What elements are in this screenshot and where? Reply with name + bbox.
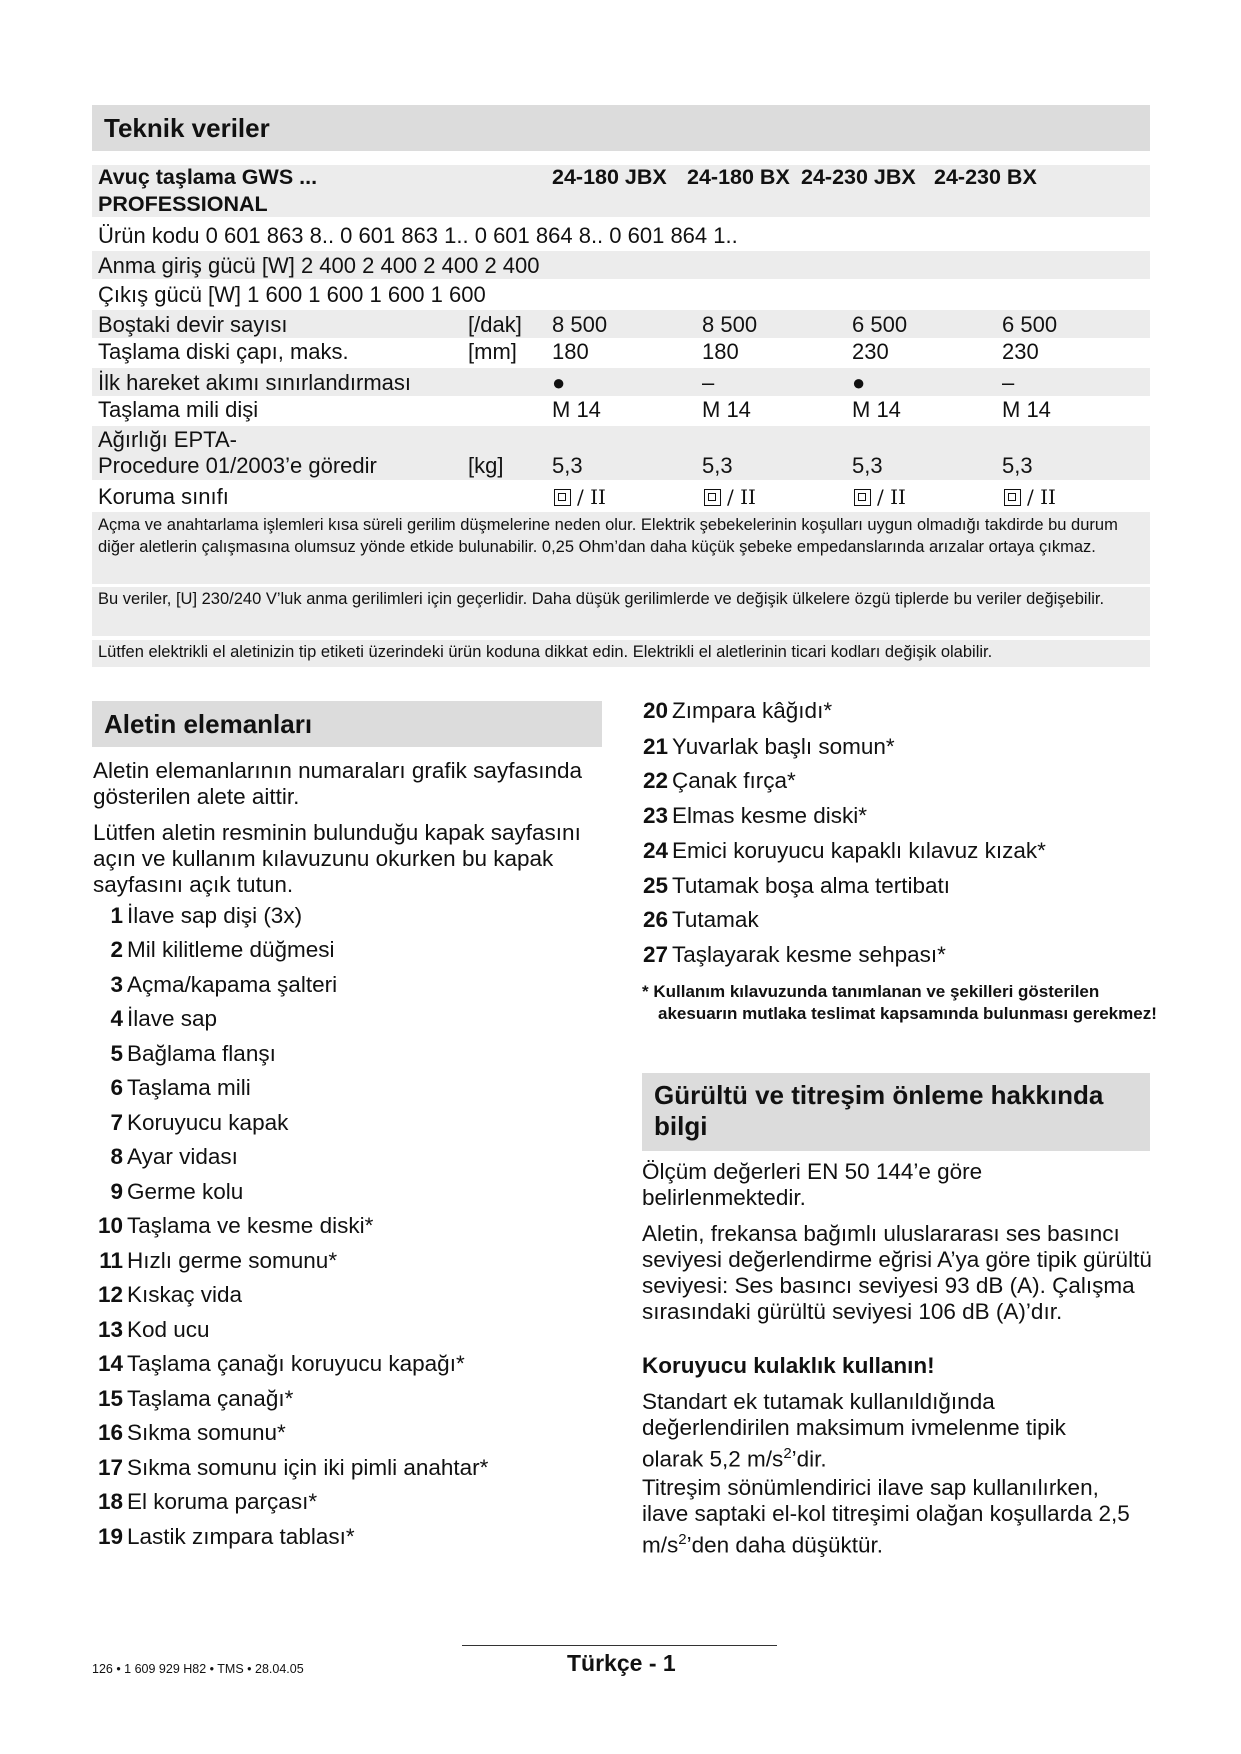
item-number: 1 — [110, 903, 123, 928]
parts-list-item — [93, 937, 335, 963]
item-text: Taşlama çanağı* — [127, 1386, 294, 1411]
parts-list-item — [93, 1489, 317, 1515]
parts-list-item — [93, 1213, 373, 1239]
output-power: Çıkış gücü [W] 1 600 1 600 1 600 1 600 — [98, 282, 486, 307]
rated-power-row — [92, 251, 1150, 279]
item-text: Elmas kesme diski* — [672, 803, 868, 828]
weight-value: 5,3 — [1002, 453, 1033, 478]
note-text: Lütfen elektrikli el aletinizin tip etiketi üzerindeki ürün koduna dikkat edin. Elektrikli el aletlerinin ticari kodları değişik olabilir. — [98, 643, 993, 661]
parts-list-item — [642, 803, 867, 829]
noise-title: Gürültü ve titreşim önleme hakkında bilgi — [654, 1080, 1104, 1141]
item-text: Sıkma somunu için iki pimli anahtar* — [127, 1455, 489, 1480]
item-text: Sıkma somunu* — [127, 1420, 286, 1445]
double-insulation-icon — [854, 489, 871, 506]
spec-value: – — [702, 370, 715, 395]
item-text: İlave sap — [127, 1006, 218, 1031]
model-label-brand: PROFESSIONAL — [98, 192, 268, 216]
protection-value: / II — [877, 485, 906, 509]
item-text: Lastik zımpara tablası* — [127, 1524, 355, 1549]
item-number: 15 — [97, 1386, 123, 1411]
item-text: Ayar vidası — [127, 1144, 238, 1169]
model-header-row — [92, 165, 1150, 217]
page-number: Türkçe - 1 — [567, 1650, 676, 1676]
weight-value: 5,3 — [552, 453, 583, 478]
noise-p3-text: Standart ek tutamak kullanıldığında değerlendirilen maksimum ivmelenme tipik olarak 5,2 m/s — [642, 1389, 1066, 1472]
parts-list-item — [93, 1179, 243, 1205]
parts-list-item — [642, 838, 1046, 864]
item-number: 19 — [97, 1524, 123, 1549]
item-number: 26 — [642, 907, 668, 932]
noise-p4-text: Titreşim sönümlendirici ilave sap kullanılırken, ilave saptaki el-kol titreşimi olağan koşullarda 2,5 m/s — [642, 1475, 1130, 1558]
protection-class — [1004, 485, 1056, 509]
weight-label: Ağırlığı EPTA- — [98, 427, 237, 452]
item-number: 16 — [97, 1420, 123, 1445]
item-number: 22 — [642, 768, 668, 793]
spec-value: M 14 — [702, 397, 751, 422]
note-product-code — [92, 640, 1150, 667]
item-number: 14 — [97, 1351, 123, 1376]
double-insulation-icon — [704, 489, 721, 506]
elements-title: Aletin elemanları — [104, 709, 313, 739]
tech-section-header — [92, 105, 1150, 151]
item-text: Zımpara kâğıdı* — [672, 698, 833, 723]
footer-doc-code: 126 • 1 609 929 H82 • TMS • 28.04.05 — [92, 1662, 304, 1676]
item-text: Kod ucu — [127, 1317, 210, 1342]
parts-list-item — [93, 1144, 238, 1170]
item-text: Açma/kapama şalteri — [127, 972, 338, 997]
item-number: 27 — [642, 942, 668, 967]
parts-list-item — [93, 1317, 210, 1343]
weight-value: 5,3 — [852, 453, 883, 478]
spec-value: M 14 — [1002, 397, 1051, 422]
note-text: Bu veriler, [U] 230/240 V’luk anma gerilimleri için geçerlidir. Daha düşük gerilimlerde ve değişik ülkelere özgü tiplerde bu veriler değişebilir. — [98, 590, 1105, 608]
noise-p1: Ölçüm değerleri EN 50 144’e göre belirlenmektedir. — [642, 1159, 983, 1210]
tech-title: Teknik veriler — [104, 113, 270, 143]
item-number: 20 — [642, 698, 668, 723]
spec-label: Taşlama diski çapı, maks. — [98, 339, 349, 364]
protection-value: / II — [727, 485, 756, 509]
item-number: 12 — [97, 1282, 123, 1307]
parts-list-item — [93, 1420, 286, 1446]
weight-label-2: Procedure 01/2003’e göredir — [98, 453, 377, 478]
item-text: Taşlama mili — [127, 1075, 251, 1100]
parts-list-item — [93, 1282, 242, 1308]
spec-row — [92, 310, 1150, 338]
spec-value: M 14 — [552, 397, 601, 422]
noise-p4 — [642, 1475, 1142, 1559]
note-validity — [92, 587, 1150, 636]
item-number: 17 — [97, 1455, 123, 1480]
item-number: 8 — [110, 1144, 123, 1169]
parts-list-item — [642, 873, 950, 899]
item-number: 3 — [110, 972, 123, 997]
item-text: Germe kolu — [127, 1179, 244, 1204]
model-4: 24-230 BX — [934, 165, 1037, 189]
spec-value: M 14 — [852, 397, 901, 422]
item-text: Taşlama ve kesme diski* — [127, 1213, 374, 1238]
footer-rule — [462, 1645, 777, 1646]
protection-class — [854, 485, 906, 509]
item-text: El koruma parçası* — [127, 1489, 318, 1514]
spec-label: Taşlama mili dişi — [98, 397, 259, 422]
parts-list-item — [93, 1041, 276, 1067]
item-text: Koruyucu kapak — [127, 1110, 289, 1135]
note-voltage-drop — [92, 512, 1150, 584]
item-number: 21 — [642, 734, 668, 759]
parts-list-item — [93, 1524, 355, 1550]
noise-warning: Koruyucu kulaklık kullanın! — [642, 1353, 935, 1378]
protection-row — [92, 482, 1150, 510]
spec-value: 180 — [552, 339, 589, 364]
noise-p3 — [642, 1389, 1112, 1473]
spec-value: 180 — [702, 339, 739, 364]
item-number: 11 — [99, 1248, 123, 1273]
spec-value: 230 — [852, 339, 889, 364]
noise-p4-suffix: ’den daha düşüktür. — [686, 1532, 883, 1558]
double-insulation-icon — [1004, 489, 1021, 506]
parts-list-item — [642, 907, 759, 933]
parts-list-item — [93, 1006, 217, 1032]
item-number: 7 — [110, 1110, 123, 1135]
spec-row — [92, 338, 1150, 366]
weight-value: 5,3 — [702, 453, 733, 478]
parts-list-item — [93, 903, 302, 929]
parts-list-item — [93, 1455, 488, 1481]
item-number: 10 — [97, 1213, 123, 1238]
item-text: Çanak fırça* — [672, 768, 796, 793]
spec-value: – — [1002, 370, 1015, 395]
protection-value: / II — [1027, 485, 1056, 509]
rated-power: Anma giriş gücü [W] 2 400 2 400 2 400 2 400 — [98, 253, 540, 278]
model-3: 24-230 JBX — [801, 165, 916, 189]
item-text: Kıskaç vida — [127, 1282, 243, 1307]
parts-list-item — [642, 698, 832, 724]
superscript: 2 — [783, 1445, 792, 1462]
item-number: 24 — [642, 838, 668, 863]
parts-list-item — [642, 942, 946, 968]
elements-intro-1: Aletin elemanlarının numaraları grafik sayfasında gösterilen alete aittir. — [93, 758, 583, 809]
parts-list-item — [642, 734, 895, 760]
item-text: Mil kilitleme düğmesi — [127, 937, 335, 962]
item-number: 4 — [110, 1006, 123, 1031]
note-text: Açma ve anahtarlama işlemleri kısa süreli gerilim düşmelerine neden olur. Elektrik şebekelerinin koşulları uygun olmadığı takdirde bu durum diğer aletlerin çalışmasına olumsuz yönde etkide bulunabilir. 0,25 Ohm’dan daha küçük şebeke empedanslarında arızalar ortaya çıkmaz. — [98, 516, 1118, 556]
weight-row — [92, 426, 1150, 480]
noise-p2: Aletin, frekansa bağımlı uluslararası ses basıncı seviyesi değerlendirme eğrisi A’ya göre tipik gürültü seviyesi: Ses basıncı seviyesi 93 dB (A). Çalışma sırasındaki gürültü seviyesi 106 dB (A)’dır. — [642, 1221, 1152, 1324]
item-text: Hızlı germe somunu* — [127, 1248, 338, 1273]
item-text: Taşlayarak kesme sehpası* — [672, 942, 946, 967]
item-text: İlave sap dişi (3x) — [127, 903, 303, 928]
parts-list-item — [93, 1110, 288, 1136]
noise-section-header — [642, 1073, 1150, 1151]
parts-list-item — [93, 1351, 465, 1377]
product-code: Ürün kodu 0 601 863 8.. 0 601 863 1.. 0 601 864 8.. 0 601 864 1.. — [98, 223, 738, 248]
model-label: Avuç taşlama GWS ... — [98, 165, 318, 189]
model-1: 24-180 JBX — [552, 165, 667, 189]
spec-row — [92, 396, 1150, 424]
spec-value: 8 500 — [702, 312, 758, 337]
spec-label: İlk hareket akımı sınırlandırması — [98, 370, 411, 395]
accessory-footnote: * Kullanım kılavuzunda tanımlanan ve şekilleri gösterilen akesuarın mutlaka teslimat kapsamında bulunması gerekmez! — [642, 982, 1157, 1023]
spec-label: Boştaki devir sayısı — [98, 312, 288, 337]
noise-p3-suffix: ’dir. — [791, 1446, 827, 1472]
spec-value: 8 500 — [552, 312, 608, 337]
spec-value: 6 500 — [1002, 312, 1058, 337]
item-text: Taşlama çanağı koruyucu kapağı* — [127, 1351, 465, 1376]
protection-value: / II — [577, 485, 606, 509]
superscript: 2 — [678, 1531, 687, 1548]
spec-value: 6 500 — [852, 312, 908, 337]
double-insulation-icon — [554, 489, 571, 506]
item-number: 5 — [110, 1041, 123, 1066]
elements-section-header — [92, 701, 602, 747]
spec-row — [92, 368, 1150, 396]
protection-class — [554, 485, 606, 509]
item-number: 25 — [642, 873, 668, 898]
weight-unit: [kg] — [468, 453, 504, 478]
elements-intro-2: Lütfen aletin resminin bulunduğu kapak sayfasını açın ve kullanım kılavuzunu okurken bu kapak sayfasını açık tutun. — [93, 820, 581, 897]
item-number: 23 — [642, 803, 668, 828]
item-number: 9 — [110, 1179, 123, 1204]
output-power-row — [92, 280, 1150, 308]
item-text: Yuvarlak başlı somun* — [672, 734, 895, 759]
item-number: 13 — [97, 1317, 123, 1342]
parts-list-item — [93, 1386, 293, 1412]
product-code-row — [92, 221, 1150, 249]
parts-list-item — [642, 768, 796, 794]
spec-value: ● — [852, 370, 866, 395]
spec-value: ● — [552, 370, 566, 395]
model-2: 24-180 BX — [687, 165, 790, 189]
spec-unit: [/dak] — [468, 312, 522, 337]
spec-value: 230 — [1002, 339, 1039, 364]
item-text: Bağlama flanşı — [127, 1041, 276, 1066]
parts-list-item — [93, 1075, 251, 1101]
protection-label: Koruma sınıfı — [98, 484, 229, 509]
item-number: 6 — [110, 1075, 123, 1100]
item-number: 18 — [97, 1489, 123, 1514]
item-text: Emici koruyucu kapaklı kılavuz kızak* — [672, 838, 1046, 863]
parts-list-item — [93, 1248, 337, 1274]
item-text: Tutamak boşa alma tertibatı — [672, 873, 951, 898]
spec-unit: [mm] — [468, 339, 517, 364]
item-text: Tutamak — [672, 907, 759, 932]
item-number: 2 — [110, 937, 123, 962]
protection-class — [704, 485, 756, 509]
parts-list-item — [93, 972, 337, 998]
